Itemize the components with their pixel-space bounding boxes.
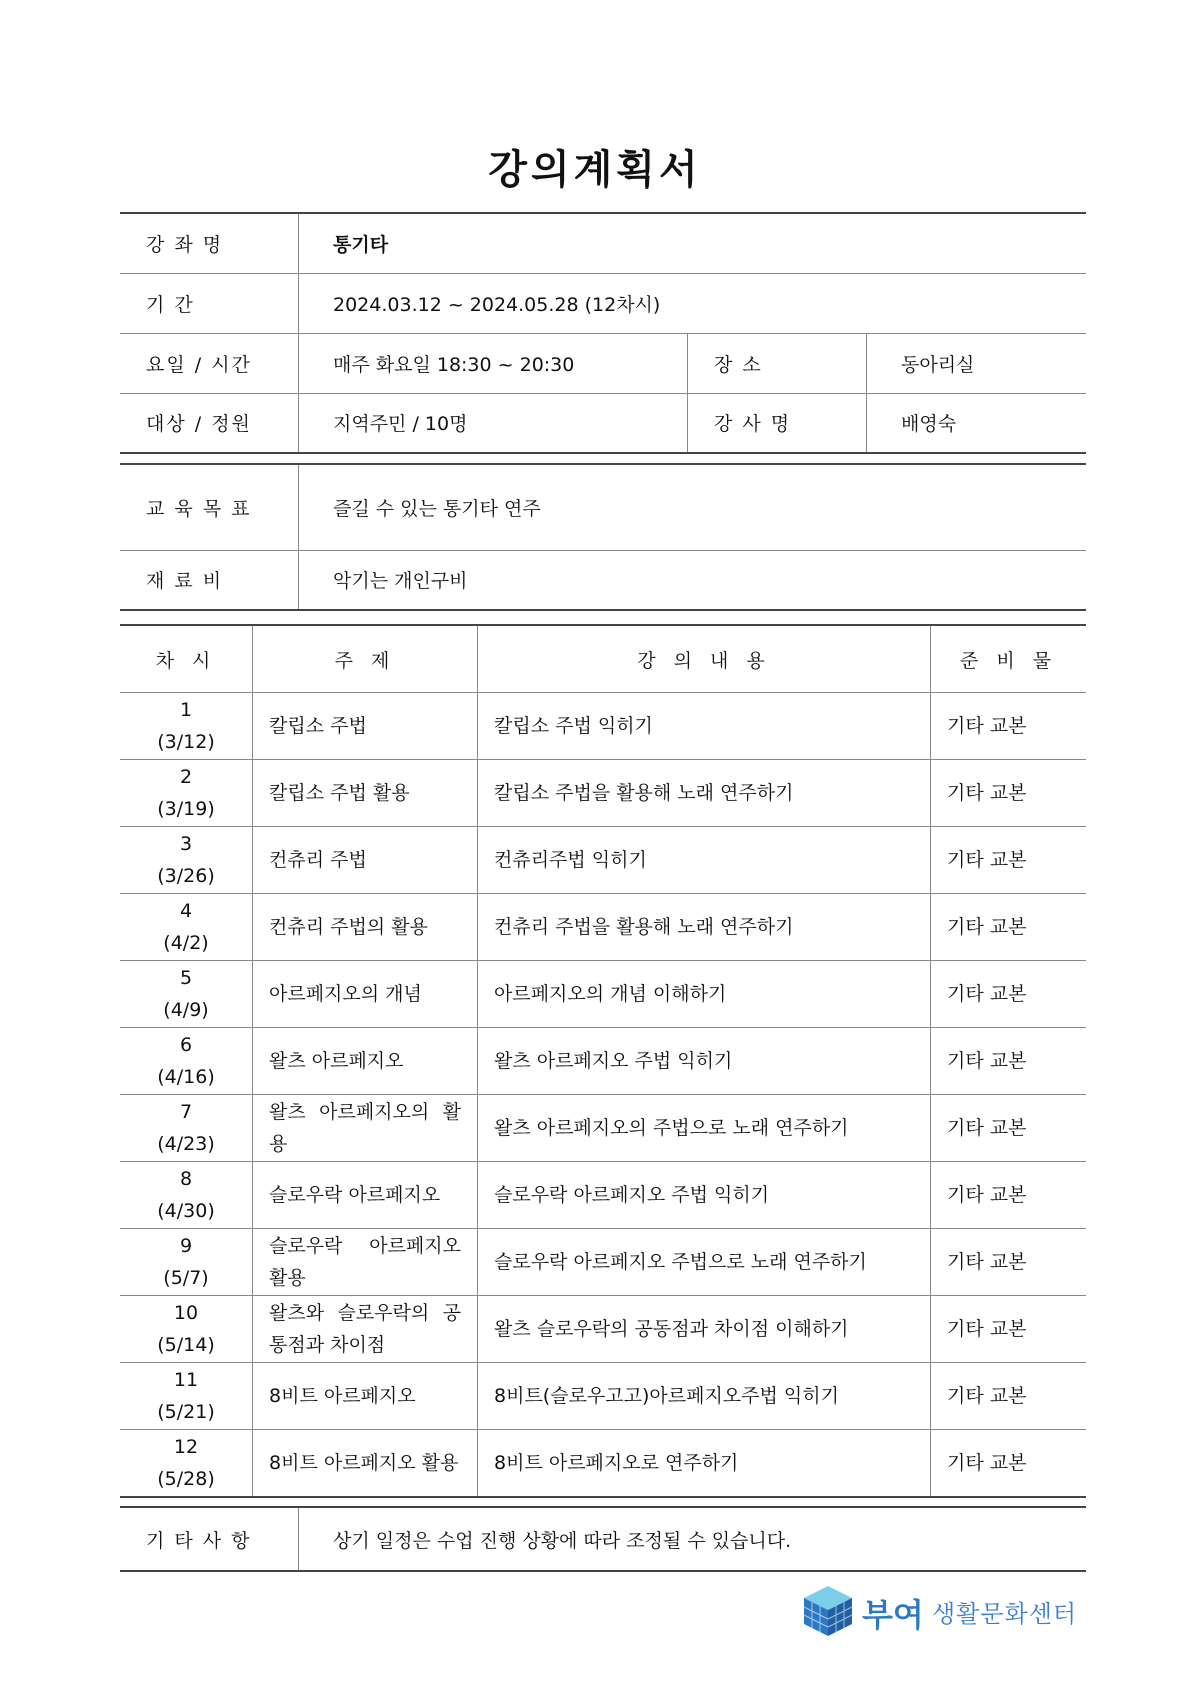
instructor-label: 강 사 명 [688,393,867,453]
session-date: (5/21) [157,1401,215,1423]
session-date: (5/28) [157,1468,215,1490]
session-cell [120,1162,253,1229]
schedule-label: 요일 / 시간 [120,333,299,393]
topic-cell: 8비트 아르페지오 [253,1363,478,1430]
content-cell: 컨츄리주법 익히기 [478,827,931,894]
schedule-row [120,961,1086,1028]
materials-cell: 기타 교본 [931,827,1087,894]
content-cell: 8비트 아르페지오로 연주하기 [478,1430,931,1498]
topic-cell: 왈츠와 슬로우락의 공통점과 차이점 [253,1296,478,1363]
target-value: 지역주민 / 10명 [299,393,688,453]
notes-value: 상기 일정은 수업 진행 상황에 따라 조정될 수 있습니다. [299,1507,1087,1571]
session-cell [120,1296,253,1363]
topic-cell: 슬로우락 아르페지오 [253,1162,478,1229]
topic-cell: 왈츠 아르페지오 [253,1028,478,1095]
place-value: 동아리실 [867,333,1087,393]
session-cell [120,1363,253,1430]
logo-subtitle: 생활문화센터 [932,1600,1078,1628]
schedule-row [120,1028,1086,1095]
session-date: (4/16) [157,1066,215,1088]
period-row [120,273,1086,333]
session-cell [120,1430,253,1498]
header-content: 강 의 내 용 [478,625,931,693]
topic-cell: 왈츠 아르페지오의 활용 [253,1095,478,1162]
content-cell: 8비트(슬로우고고)아르페지오주법 익히기 [478,1363,931,1430]
header-topic: 주 제 [253,625,478,693]
cost-value: 악기는 개인구비 [299,550,1087,610]
session-number: 6 [179,1034,193,1056]
materials-cell: 기타 교본 [931,1162,1087,1229]
course-label: 강 좌 명 [120,213,299,273]
materials-cell: 기타 교본 [931,1296,1087,1363]
session-date: (5/7) [163,1267,209,1289]
content-cell: 왈츠 아르페지오의 주법으로 노래 연주하기 [478,1095,931,1162]
period-label: 기 간 [120,273,299,333]
session-number: 5 [179,967,193,989]
topic-cell: 컨츄리 주법의 활용 [253,894,478,961]
goal-row [120,464,1086,550]
schedule-row [120,827,1086,894]
cost-label: 재 료 비 [120,550,299,610]
session-number: 7 [179,1101,193,1123]
session-number: 2 [179,766,193,788]
materials-cell: 기타 교본 [931,1028,1087,1095]
materials-cell: 기타 교본 [931,1095,1087,1162]
goal-label: 교 육 목 표 [120,464,299,550]
session-number: 1 [179,699,193,721]
goals-table [120,463,1086,611]
content-cell: 왈츠 아르페지오 주법 익히기 [478,1028,931,1095]
course-row [120,213,1086,273]
session-cell [120,1229,253,1296]
schedule-value: 매주 화요일 18:30 ~ 20:30 [299,333,688,393]
target-label: 대상 / 정원 [120,393,299,453]
session-number: 4 [179,900,193,922]
content-cell: 왈츠 슬로우락의 공동점과 차이점 이해하기 [478,1296,931,1363]
session-number: 11 [173,1369,199,1391]
content-cell: 칼립소 주법을 활용해 노래 연주하기 [478,760,931,827]
schedule-table [120,624,1086,1498]
session-cell [120,894,253,961]
materials-cell: 기타 교본 [931,1229,1087,1296]
materials-cell: 기타 교본 [931,894,1087,961]
notes-table [120,1506,1086,1572]
content-cell: 아르페지오의 개념 이해하기 [478,961,931,1028]
session-cell [120,1095,253,1162]
session-date: (4/30) [157,1200,215,1222]
center-logo [800,1582,1090,1642]
content-cell: 컨츄리 주법을 활용해 노래 연주하기 [478,894,931,961]
session-cell [120,827,253,894]
logo-name: 부여 [862,1596,924,1634]
materials-cell: 기타 교본 [931,1430,1087,1498]
schedule-row [120,1430,1086,1498]
header-session: 차 시 [120,625,253,693]
session-date: (4/2) [163,932,209,954]
content-cell: 슬로우락 아르페지오 주법 익히기 [478,1162,931,1229]
schedule-row [120,1363,1086,1430]
cost-row [120,550,1086,610]
session-cell [120,961,253,1028]
session-date: (5/14) [157,1334,215,1356]
notes-label: 기 타 사 항 [120,1507,299,1571]
schedule-header-row [120,625,1086,693]
materials-cell: 기타 교본 [931,693,1087,760]
session-date: (3/12) [157,731,215,753]
cube-logo-icon [800,1582,856,1638]
period-value: 2024.03.12 ~ 2024.05.28 (12차시) [299,273,1087,333]
topic-cell: 8비트 아르페지오 활용 [253,1430,478,1498]
topic-cell: 아르페지오의 개념 [253,961,478,1028]
content-cell: 슬로우락 아르페지오 주법으로 노래 연주하기 [478,1229,931,1296]
materials-cell: 기타 교본 [931,1363,1087,1430]
materials-cell: 기타 교본 [931,961,1087,1028]
session-number: 9 [179,1235,193,1257]
schedule-row [120,1229,1086,1296]
schedule-row [120,1095,1086,1162]
course-info-table [120,212,1086,454]
topic-cell: 칼립소 주법 활용 [253,760,478,827]
session-cell [120,693,253,760]
schedule-row [120,760,1086,827]
schedule-row [120,1296,1086,1363]
session-date: (4/9) [163,999,209,1021]
session-number: 8 [179,1168,193,1190]
page-title: 강의계획서 [488,147,702,193]
content-cell: 칼립소 주법 익히기 [478,693,931,760]
notes-row [120,1507,1086,1571]
topic-cell: 컨츄리 주법 [253,827,478,894]
session-cell [120,1028,253,1095]
topic-cell: 슬로우락 아르페지오 활용 [253,1229,478,1296]
target-row [120,393,1086,453]
topic-cell: 칼립소 주법 [253,693,478,760]
session-date: (4/23) [157,1133,215,1155]
goal-value: 즐길 수 있는 통기타 연주 [299,464,1087,550]
materials-cell: 기타 교본 [931,760,1087,827]
session-number: 12 [173,1436,199,1458]
place-label: 장 소 [688,333,867,393]
session-date: (3/19) [157,798,215,820]
session-date: (3/26) [157,865,215,887]
schedule-row [120,333,1086,393]
session-number: 10 [173,1302,199,1324]
instructor-value: 배영숙 [867,393,1087,453]
schedule-row [120,1162,1086,1229]
schedule-row [120,894,1086,961]
session-number: 3 [179,833,193,855]
schedule-row [120,693,1086,760]
header-materials: 준 비 물 [931,625,1087,693]
course-value: 통기타 [299,213,1087,273]
session-cell [120,760,253,827]
